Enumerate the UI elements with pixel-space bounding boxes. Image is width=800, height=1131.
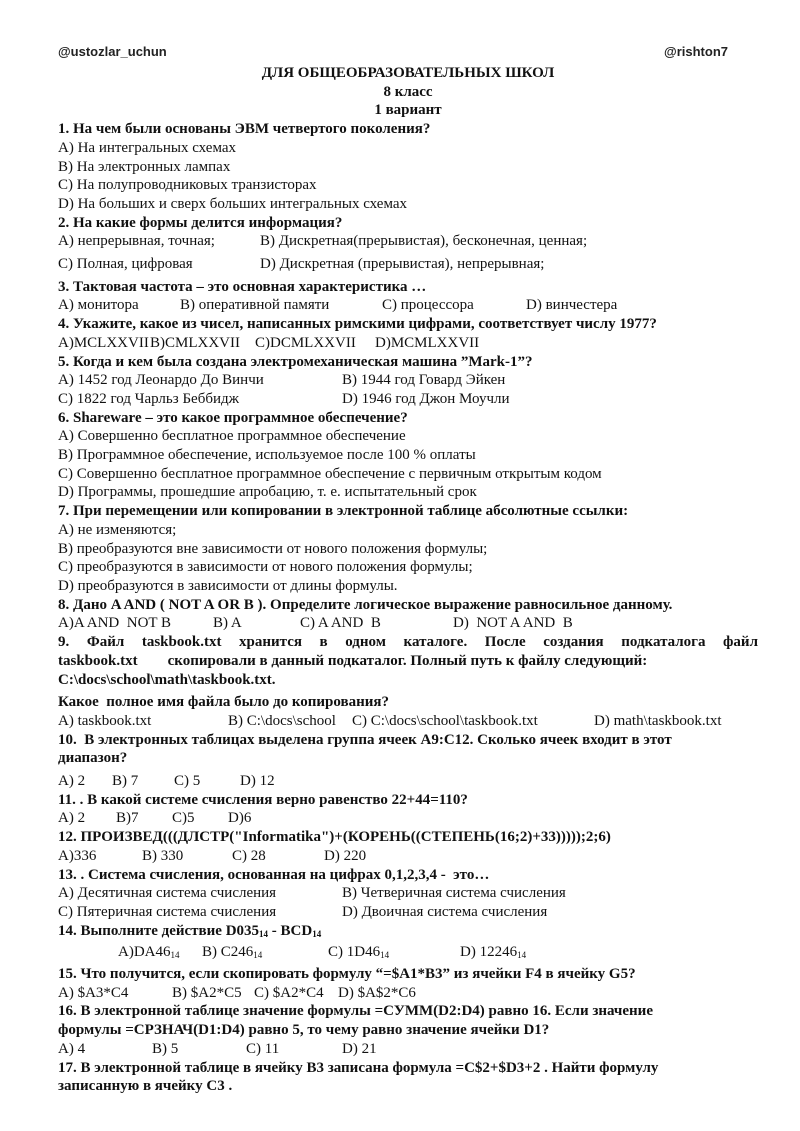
q5-option-b: B) 1944 год Говард Эйкен: [342, 372, 506, 389]
q11-option-a: A) 2: [58, 810, 86, 827]
q16-option-d: D) 21: [342, 1040, 377, 1057]
q13-row-1: [58, 884, 758, 903]
q14-option-d-base: 14: [517, 950, 527, 961]
q2-row-1: [58, 232, 758, 251]
q2-row-2: [58, 255, 758, 274]
question-11: 11. . В какой системе счисления верно равенство 22+44=110?: [58, 791, 468, 808]
question-5: 5. Когда и кем была создана электромеханическая машина ”Mark-1”?: [58, 353, 533, 370]
question-15: 15. Что получится, если скопировать формулу “=$A1*B3” из ячейки F4 в ячейку G5?: [58, 966, 636, 983]
q8-option-a: A)A AND NOT B: [58, 615, 172, 632]
q12-option-b: B) 330: [142, 847, 184, 864]
question-4: 4. Укажите, какое из чисел, написанных римскими цифрами, соответствует числу 1977?: [58, 316, 657, 333]
q11-option-b: B)7: [116, 810, 139, 827]
q3-option-a: A) монитора: [58, 297, 139, 314]
q3-option-c: C) процессора: [382, 297, 474, 314]
q3-option-b: B) оперативной памяти: [180, 297, 330, 314]
question-10-line-1: 10. В электронных таблицах выделена группа ячеек A9:C12. Сколько ячеек входит в этот: [58, 731, 672, 748]
q11-options: [58, 809, 758, 828]
q10-option-c: C) 5: [174, 773, 201, 790]
q1-option-a: A) На интегральных схемах: [58, 139, 237, 156]
question-8: 8. Дано A AND ( NOT A OR B ). Определите логическое выражение равносильное данному.: [58, 596, 673, 613]
question-14: [58, 922, 758, 944]
q8-option-b: B) A: [213, 615, 242, 632]
q4-options: [58, 334, 758, 353]
q14-option-d-text: D) 12246: [460, 944, 518, 961]
q2-option-c: C) Полная, цифровая: [58, 256, 193, 273]
q1-option-c: C) На полупроводниковых транзисторах: [58, 177, 317, 194]
q14-option-a-text: A)DA46: [118, 944, 171, 961]
question-2: 2. На какие формы делится информация?: [58, 214, 343, 231]
question-16-line-1: 16. В электронной таблице значение формулы =СУММ(D2:D4) равно 16. Если значение: [58, 1003, 653, 1020]
q15-option-c: C) $A2*C4: [254, 984, 324, 1001]
q16-option-c: C) 11: [246, 1040, 280, 1057]
question-9-line-3: C:\docs\school\math\taskbook.txt.: [58, 671, 276, 688]
q12-option-c: C) 28: [232, 847, 266, 864]
q5-option-a: A) 1452 год Леонардо До Винчи: [58, 372, 264, 389]
q13-option-c: C) Пятеричная система счисления: [58, 903, 277, 920]
q14-option-a-base: 14: [170, 950, 180, 961]
q6-option-a: A) Совершенно бесплатное программное обеспечение: [58, 428, 406, 445]
q10-option-b: B) 7: [112, 773, 139, 790]
question-9-line-2: taskbook.txt скопировали в данный подкаталог. Полный путь к файлу следующий:: [58, 652, 648, 669]
q14-text-2: - BCD: [268, 922, 313, 939]
header-right-handle: @rishton7: [664, 44, 728, 59]
q14-option-c: [328, 943, 460, 965]
question-16-line-2: формулы =СРЗНАЧ(D1:D4) равно 5, то чему равно значение ячейки D1?: [58, 1022, 550, 1039]
q12-option-a: A)336: [58, 847, 97, 864]
q4-option-b: B)CMLXXVII: [150, 334, 240, 351]
q5-row-2: [58, 390, 758, 409]
q14-options: [58, 943, 758, 965]
question-1: 1. На чем были основаны ЭВМ четвертого поколения?: [58, 121, 431, 138]
q10-option-a: A) 2: [58, 773, 86, 790]
q9-options: [58, 712, 758, 731]
q15-options: [58, 984, 758, 1003]
q5-row-1: [58, 371, 758, 390]
q5-option-d: D) 1946 год Джон Моучли: [342, 390, 510, 407]
q14-option-b: [202, 943, 328, 965]
q16-option-a: A) 4: [58, 1040, 86, 1057]
q14-option-b-text: B) C246: [202, 944, 254, 961]
q5-option-c: C) 1822 год Чарльз Беббидж: [58, 390, 239, 407]
question-7: 7. При перемещении или копировании в электронной таблице абсолютные ссылки:: [58, 503, 629, 520]
q6-option-c: C) Совершенно бесплатное программное обеспечение с первичным открытым кодом: [58, 465, 602, 482]
q16-option-b: B) 5: [152, 1040, 179, 1057]
q8-option-d: D) NOT A AND B: [453, 615, 573, 632]
q4-option-d: D)MCMLXXVII: [375, 334, 480, 351]
worksheet: [58, 64, 758, 1096]
question-13: 13. . Система счисления, основанная на цифрах 0,1,2,3,4 - это…: [58, 866, 490, 883]
q10-options: [58, 772, 758, 791]
q14-option-c-base: 14: [380, 950, 390, 961]
q4-option-a: A)MCLXXVII: [58, 334, 149, 351]
question-10-line-2: диапазон?: [58, 750, 128, 767]
title-line-1: ДЛЯ ОБЩЕОБРАЗОВАТЕЛЬНЫХ ШКОЛ: [261, 65, 555, 81]
q15-option-b: B) $A2*C5: [172, 984, 242, 1001]
title-line-3: 1 вариант: [374, 102, 442, 119]
q11-option-d: D)6: [228, 810, 252, 827]
q14-option-d: [460, 943, 526, 965]
q13-option-b: B) Четверичная система счисления: [342, 885, 566, 902]
q13-option-d: D) Двоичная система счисления: [342, 903, 548, 920]
q9-option-d: D) math\taskbook.txt: [594, 712, 722, 729]
q2-option-a: A) непрерывная, точная;: [58, 233, 215, 250]
q3-options: [58, 296, 758, 315]
question-17-line-1: 17. В электронной таблице в ячейку B3 записана формула =C$2+$D3+2 . Найти формулу: [58, 1059, 659, 1076]
q8-option-c: C) A AND B: [300, 615, 381, 632]
q15-option-d: D) $A$2*C6: [338, 984, 416, 1001]
q12-option-d: D) 220: [324, 847, 367, 864]
header-left-handle: @ustozlar_uchun: [58, 44, 167, 59]
q2-option-b: B) Дискретная(прерывистая), бесконечная, ценная;: [260, 233, 588, 250]
q14-option-a: [118, 943, 202, 965]
q9-option-c: C) C:\docs\school\taskbook.txt: [352, 712, 538, 729]
q13-option-a: A) Десятичная система счисления: [58, 885, 277, 902]
q14-base-2: 14: [312, 928, 322, 939]
question-17-line-2: записанную в ячейку C3 .: [58, 1078, 233, 1095]
q7-option-d: D) преобразуются в зависимости от длины формулы.: [58, 577, 398, 594]
question-12: 12. ПРОИЗВЕД(((ДЛСТР("Informatika")+(КОРЕНЬ((СТЕПЕНЬ(16;2)+33)))));2;6): [58, 829, 611, 846]
q11-option-c: C)5: [172, 810, 195, 827]
q14-base-1: 14: [259, 928, 269, 939]
q15-option-a: A) $A3*C4: [58, 984, 129, 1001]
q14-text: 14. Выполните действие D035: [58, 922, 260, 939]
q8-options: [58, 614, 758, 633]
q6-option-d: D) Программы, прошедшие апробацию, т. е. испытательный срок: [58, 484, 477, 501]
q9-option-a: A) taskbook.txt: [58, 712, 152, 729]
q2-option-d: D) Дискретная (прерывистая), непрерывная;: [260, 256, 545, 273]
question-9-line-4: Какое полное имя файла было до копирования?: [58, 694, 390, 711]
q4-option-c: C)DCMLXXVII: [255, 334, 356, 351]
q3-option-d: D) винчестера: [526, 297, 618, 314]
question-6: 6. Shareware – это какое программное обеспечение?: [58, 409, 408, 426]
q14-option-b-base: 14: [253, 950, 263, 961]
q13-row-2: [58, 903, 758, 922]
question-3: 3. Тактовая частота – это основная характеристика …: [58, 278, 427, 295]
question-9-line-1: 9. Файл taskbook.txt хранится в одном каталоге. После создания подкаталога файл: [58, 634, 758, 651]
q16-options: [58, 1040, 758, 1059]
q12-options: [58, 847, 758, 866]
q10-option-d: D) 12: [240, 773, 275, 790]
q9-option-b: B) C:\docs\school: [228, 712, 336, 729]
q7-option-b: B) преобразуются вне зависимости от нового положения формулы;: [58, 540, 488, 557]
q1-option-d: D) На больших и сверх больших интегральных схемах: [58, 195, 408, 212]
title-line-2: 8 класс: [383, 83, 433, 100]
q6-option-b: B) Программное обеспечение, используемое после 100 % оплаты: [58, 447, 476, 464]
q14-option-c-text: C) 1D46: [328, 944, 381, 961]
q7-option-c: C) преобразуются в зависимости от нового положения формулы;: [58, 559, 473, 576]
q7-option-a: A) не изменяются;: [58, 521, 177, 538]
q1-option-b: B) На электронных лампах: [58, 158, 231, 175]
